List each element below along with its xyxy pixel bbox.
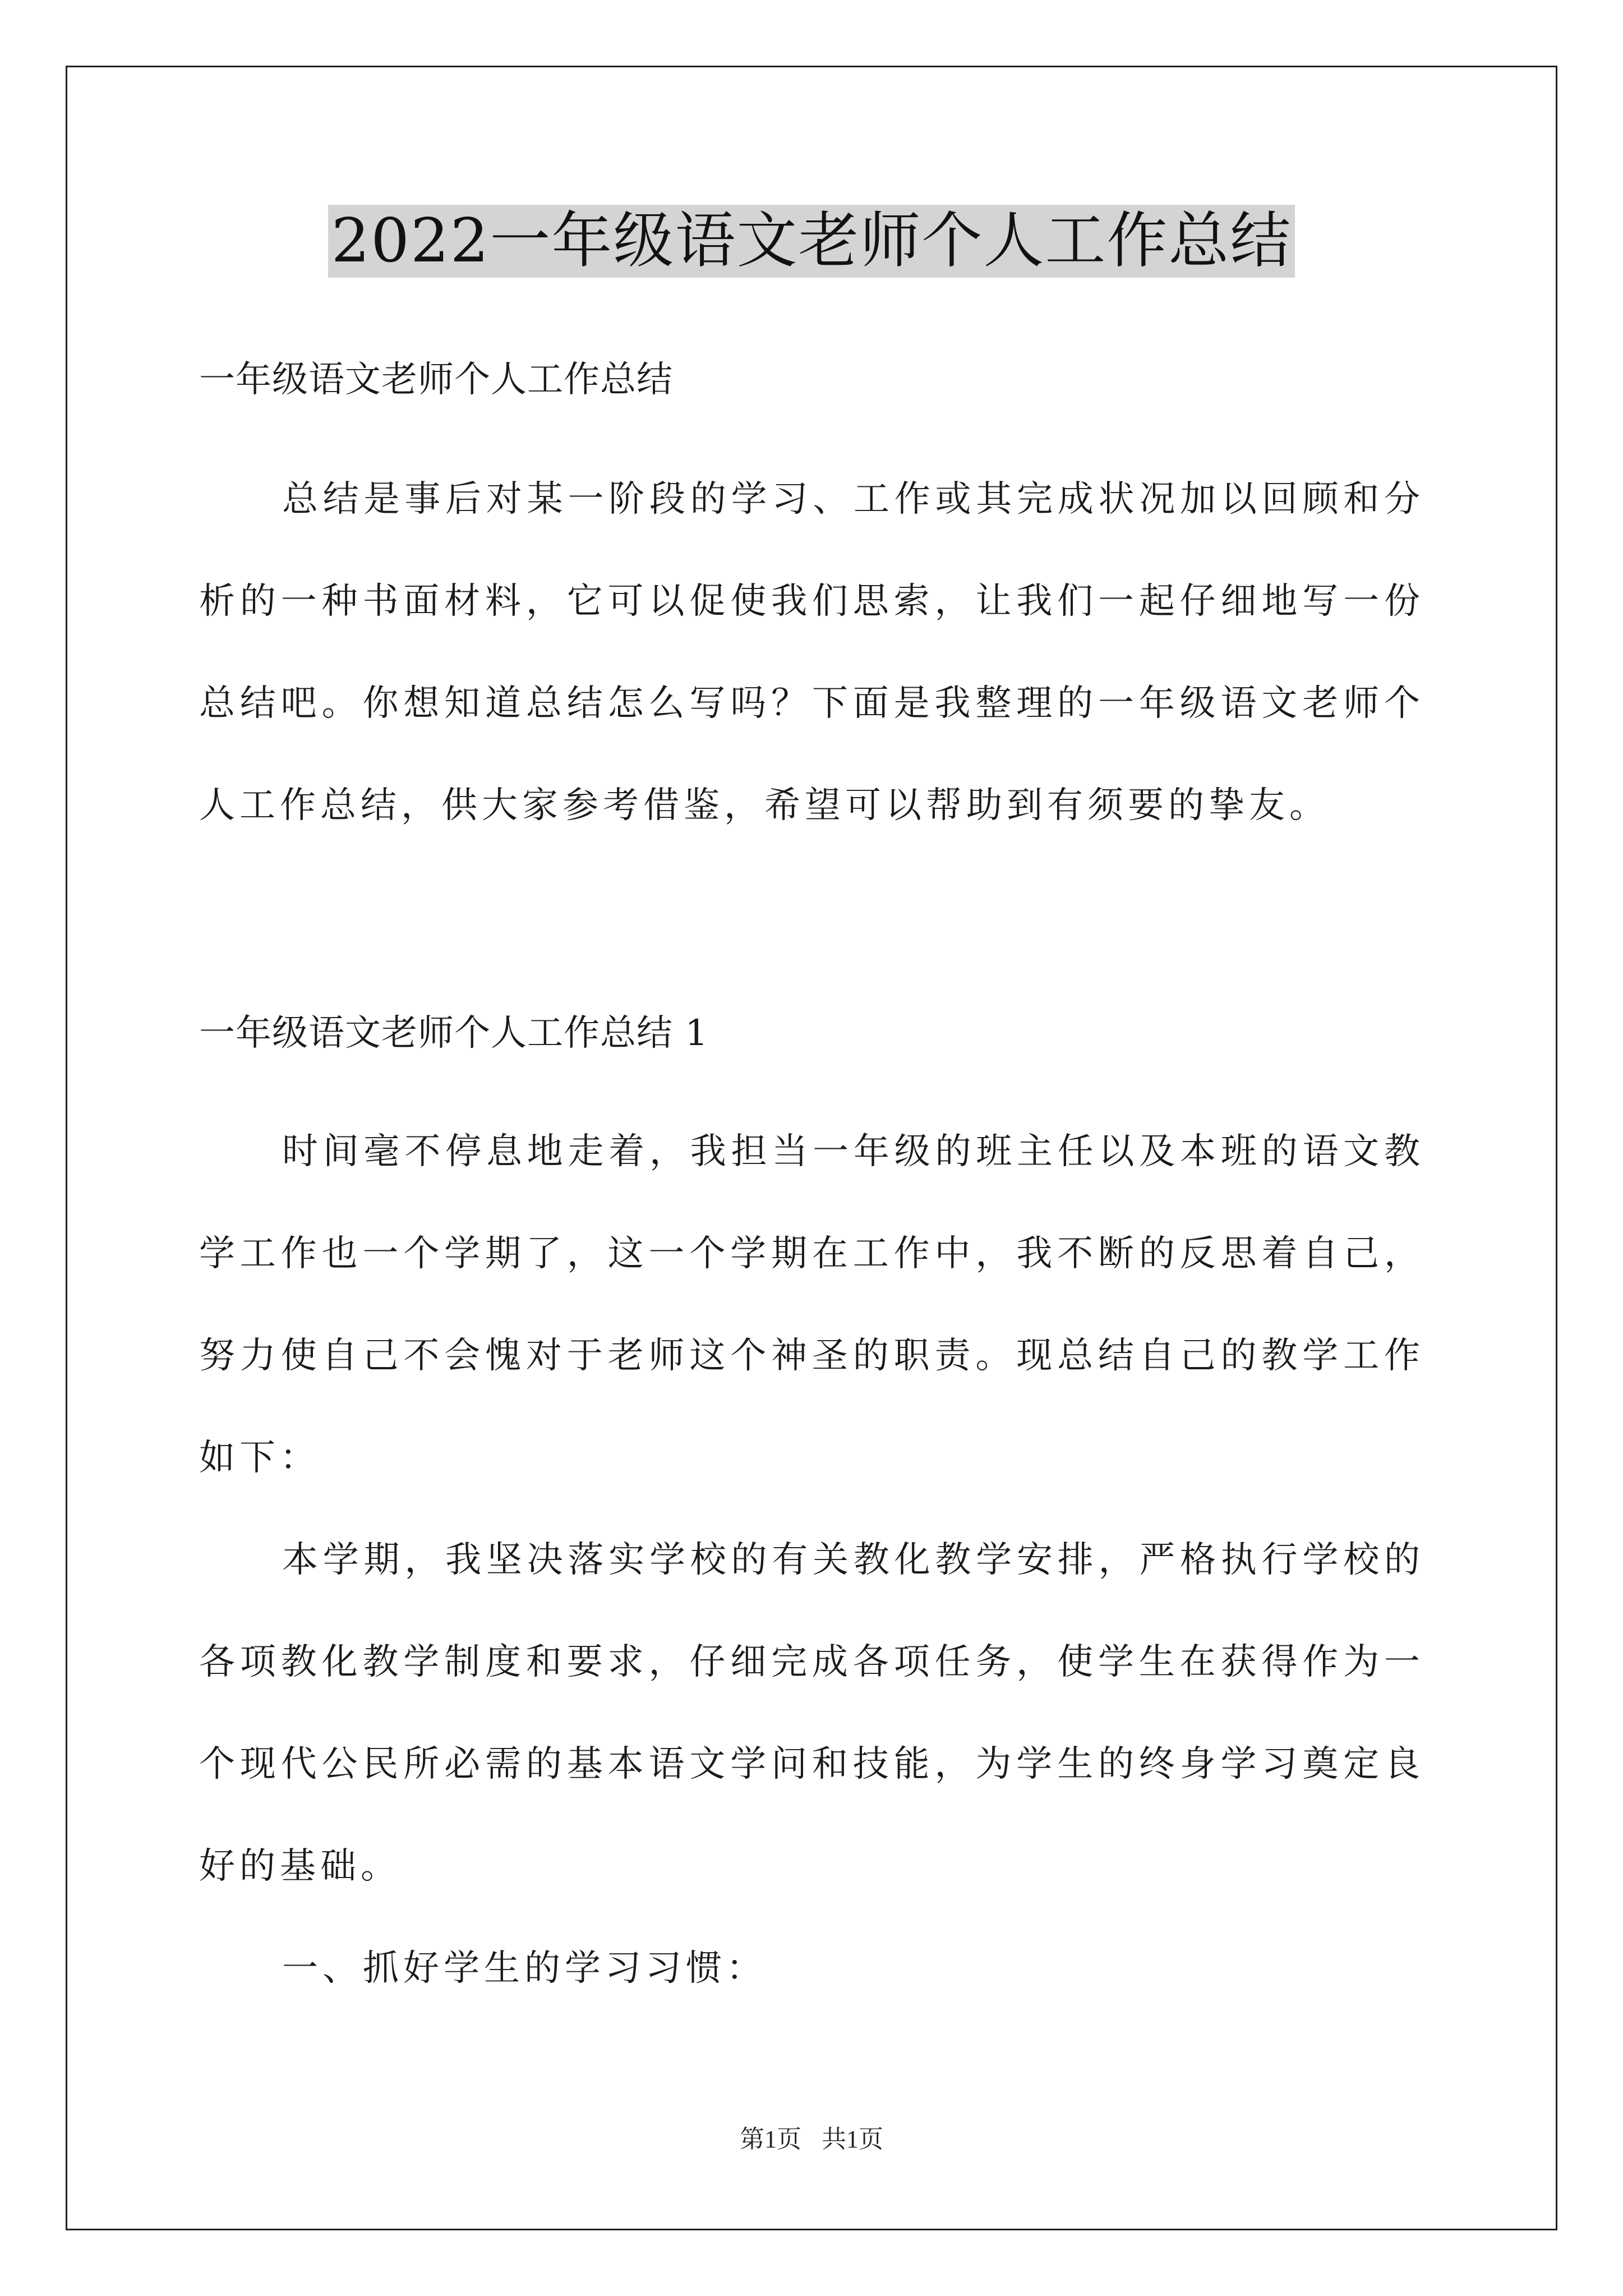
page-footer	[0, 2124, 1623, 2155]
document-title: 2022一年级语文老师个人工作总结	[328, 205, 1295, 278]
document-body	[199, 314, 1424, 2019]
title-area	[0, 205, 1623, 278]
body-paragraph: 本学期，我坚决落实学校的有关教化教学安排，严格执行学校的各项教化教学制度和要求，仔细完成各项任务，使学生在获得作为一个现代公民所必需的基本语文学问和技能，为学生的终身学习奠定良好的基础。	[199, 1539, 1424, 1887]
section-heading: 一年级语文老师个人工作总结 1	[199, 1013, 709, 1054]
body-paragraph: 一、抓好学生的学习习惯：	[282, 1948, 767, 1989]
page-number: 第1页	[740, 2125, 801, 2153]
subtitle-heading: 一年级语文老师个人工作总结	[199, 359, 673, 401]
intro-paragraph: 总结是事后对某一阶段的学习、工作或其完成状况加以回顾和分析的一种书面材料，它可以促使我们思索，让我们一起仔细地写一份总结吧。你想知道总结怎么写吗？下面是我整理的一年级语文老师个人工作总结，供大家参考借鉴，希望可以帮助到有须要的挚友。	[199, 478, 1424, 826]
body-paragraph: 时间毫不停息地走着，我担当一年级的班主任以及本班的语文教学工作也一个学期了，这一个学期在工作中，我不断的反思着自己，努力使自己不会愧对于老师这个神圣的职责。现总结自己的教学工作如下：	[199, 1131, 1424, 1479]
page-total: 共1页	[822, 2125, 883, 2153]
